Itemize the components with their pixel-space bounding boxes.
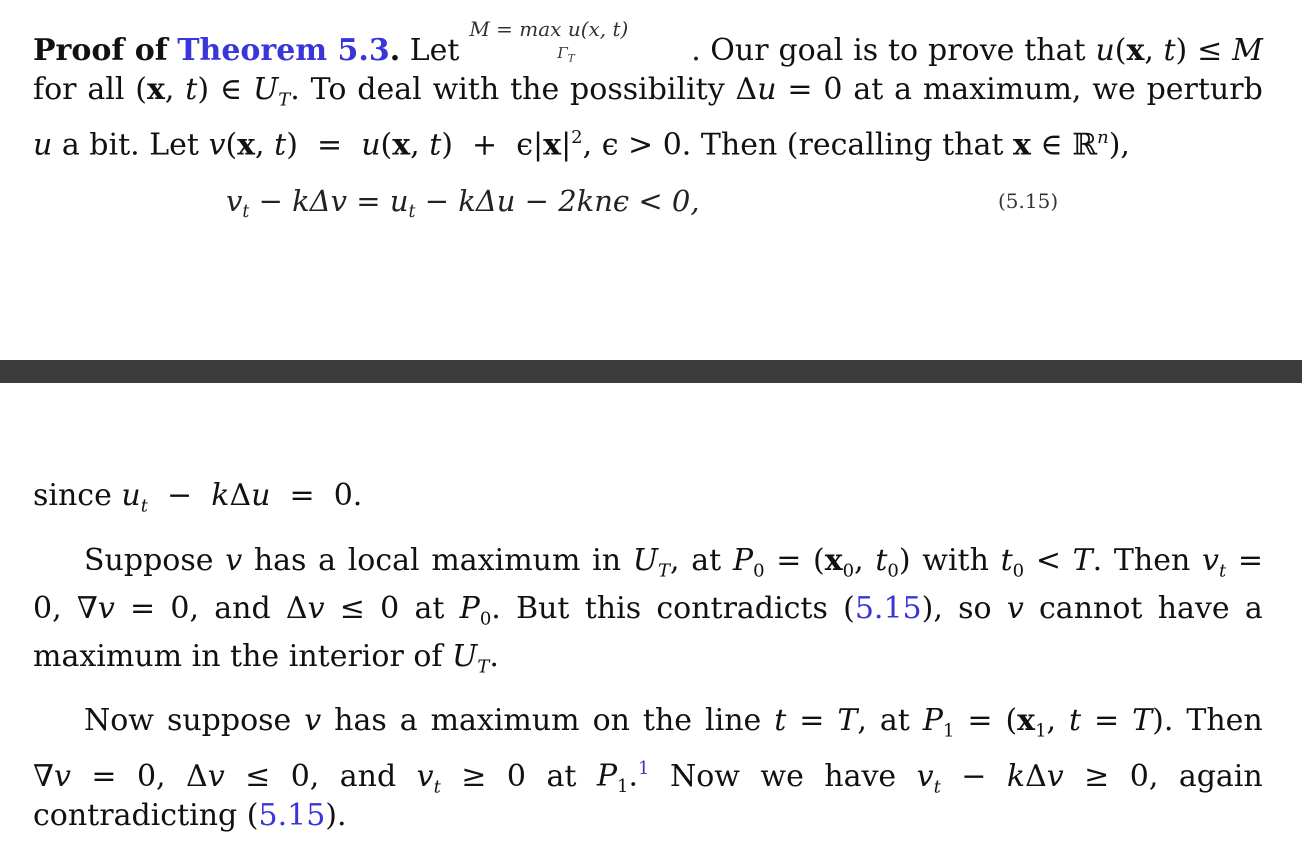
max-expression [469,17,681,65]
proof-line-2: for all (x, t) ∈ $U_T$. To deal with the possibility Δu = 0 at a maximum, we perturb [33,72,1263,111]
proof-line-1: Proof of Theorem 5.3. Let M = max u(x, t) $\Gamma_T$ . Our goal is to prove that u(x, t) ≤ M [33,22,1263,70]
para2-line-2: 0, ∇v = 0, and Δv ≤ 0 at $P_0$. But this contradicts (5.15), so v cannot have a [33,591,1263,630]
eq-ref-5-15-a[interactable]: 5.15 [854,591,922,626]
para3-line-2: ∇v = 0, Δv ≤ 0, and $v_t$ ≥ 0 at $P_1.^1$ Now we have $v_t$ − kΔv ≥ 0, again [33,758,1263,797]
let-word: Let [409,33,460,68]
theorem-link[interactable]: Theorem 5.3 [177,33,390,68]
equation-number: (5.15) [998,189,1059,213]
proof-line-3: u a bit. Let v(x, t) = u(x, $t) + \epsilon|x|^2$, ϵ > 0. Then (recalling that x ∈ ℝ$^n$), [33,127,1130,163]
max-expression-top: M = max u(x, t) [469,17,629,41]
page-divider [0,360,1302,383]
footnote-1-link[interactable]: 1 [638,758,650,779]
since-line: since $u_t - k\Delta u = 0$. [33,478,363,517]
proof-label-period: . [389,33,401,68]
eq-ref-5-15-b[interactable]: 5.15 [258,798,326,833]
para2-line-3: maximum in the interior of $U_T$. [33,639,499,678]
equation-5-15: $v_t - k\Delta v = u_t - k\Delta u - 2kn\epsilon < 0$, [226,184,700,223]
proof-label: Proof of [33,33,168,68]
para2-line-1: Suppose v has a local maximum in $U_T$, at $P_0$ = ($x_0$, $t_0$) with $t_0$ < T. Then $v_t$ = [84,543,1263,582]
para3-line-1: Now suppose v has a maximum on the line t = T, at $P_1$ = ($x_1$, t = T). Then [84,703,1263,742]
max-expression-sub: $\Gamma_T$ [557,44,575,65]
proof-heading [33,32,459,70]
para3-line-3: contradicting (5.15). [33,798,347,833]
goal-text: . Our [691,33,769,68]
page-top [0,0,1302,360]
